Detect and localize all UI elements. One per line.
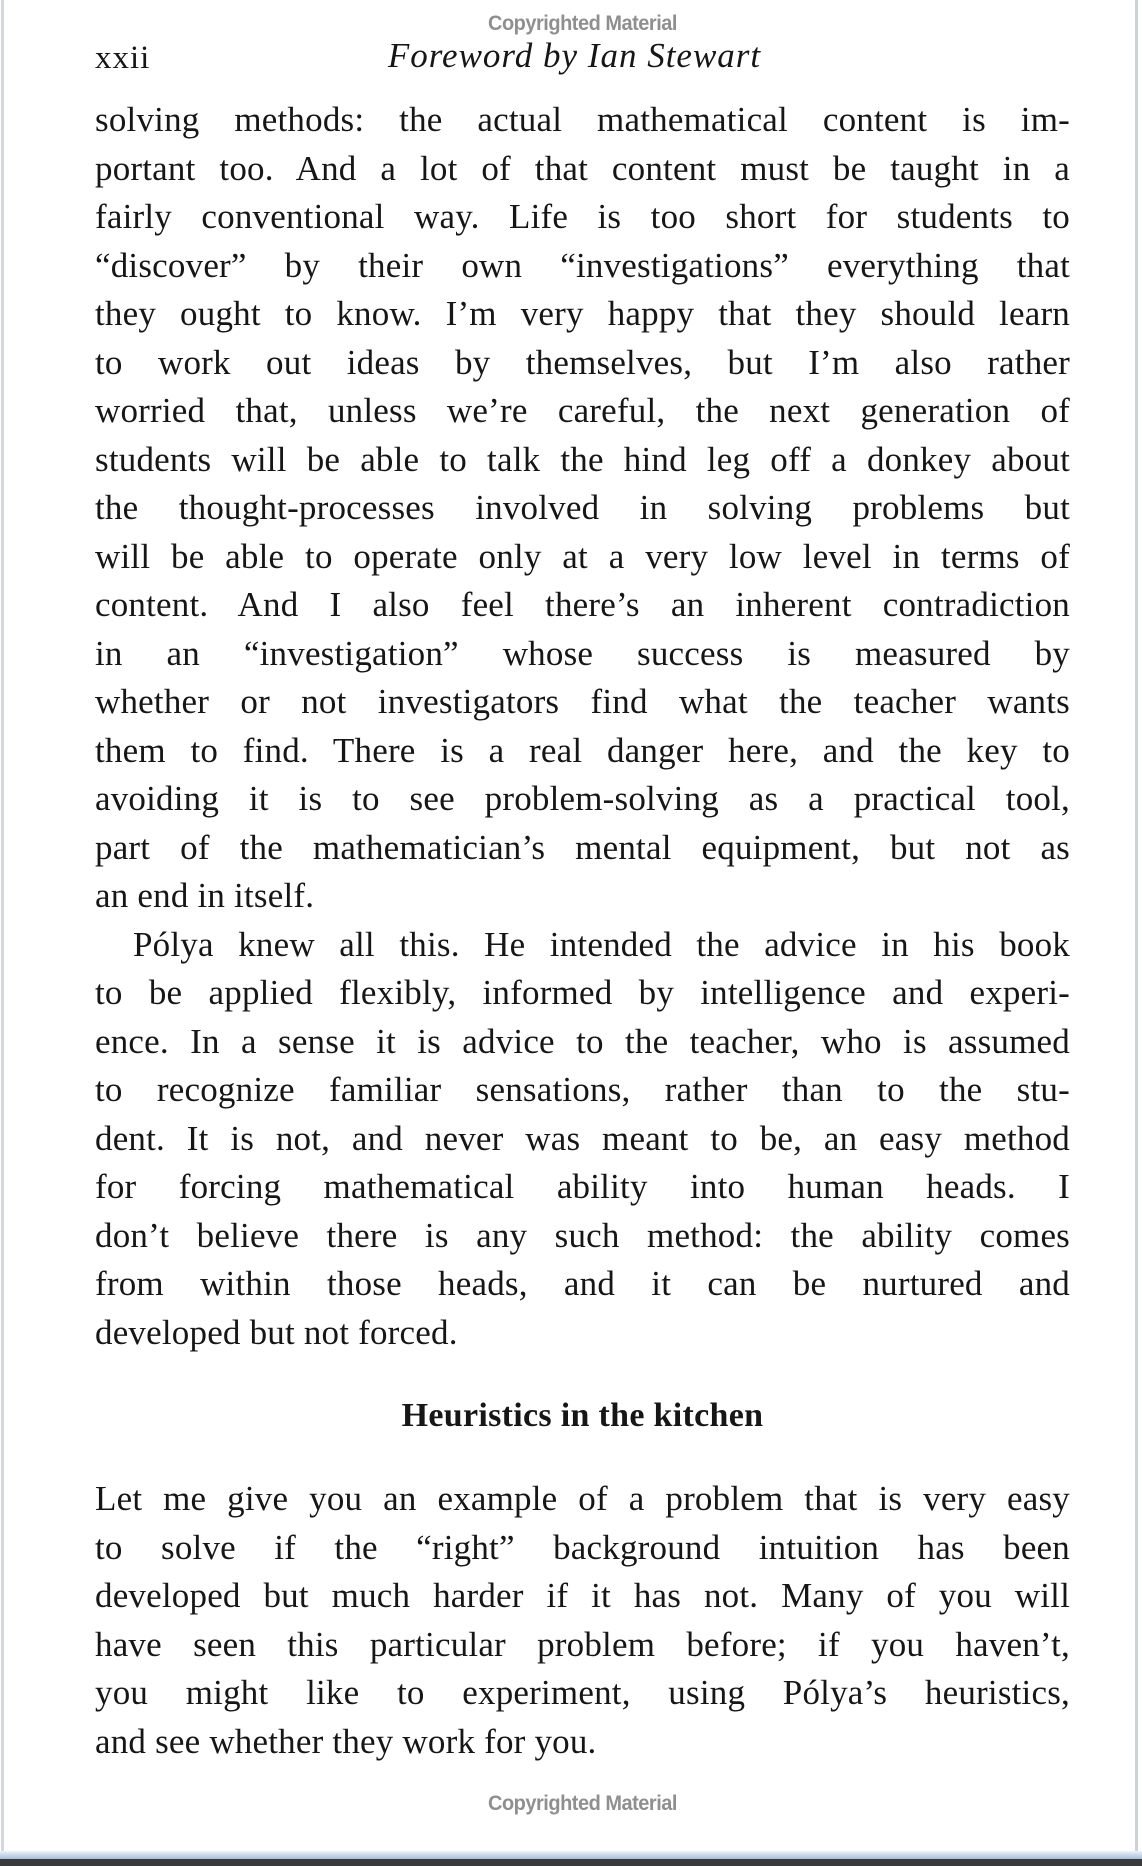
viewer-bottom-dark-bar [0, 1859, 1142, 1866]
text-line: Let me give you an example of a problem that is very easy [95, 1479, 1070, 1518]
text-line: Pólya knew all this. He intended the advice in his book [133, 924, 1070, 964]
text-line: “discover” by their own “investigations” everything that [95, 245, 1070, 285]
text-line: solving methods: the actual mathematical content is im- [95, 100, 1070, 139]
text-line: for forcing mathematical ability into human heads. I [95, 1167, 1070, 1206]
text-line: whether or not investigators find what the teacher wants [95, 682, 1070, 721]
text-line: will be able to operate only at a very low level in terms of [95, 536, 1070, 576]
text-line: fairly conventional way. Life is too short for students to [95, 197, 1070, 236]
text-line: to solve if the “right” background intuition has been [95, 1527, 1070, 1567]
page-number: xxii [95, 40, 151, 76]
page-header [95, 36, 1070, 80]
running-header-title: Foreword by Ian Stewart [387, 36, 762, 75]
text-line: have seen this particular problem before; if you haven’t, [95, 1624, 1070, 1664]
text-line: ence. In a sense it is advice to the teacher, who is assumed [95, 1021, 1070, 1061]
text-line: developed but not forced. [95, 1312, 458, 1352]
text-line: they ought to know. I’m very happy that they should learn [95, 294, 1070, 333]
copyright-watermark-top: Copyrighted Material [488, 12, 677, 35]
section-heading: Heuristics in the kitchen [401, 1397, 764, 1434]
text-line: developed but much harder if it has not. Many of you will [95, 1576, 1070, 1615]
copyright-watermark-bottom: Copyrighted Material [488, 1792, 677, 1815]
text-line: to work out ideas by themselves, but I’m also rather [95, 342, 1070, 382]
page-edge-left [1, 0, 4, 1866]
text-line: dent. It is not, and never was meant to be, an easy method [95, 1118, 1070, 1158]
page-body-text [95, 96, 1070, 1766]
text-line: in an “investigation” whose success is measured by [95, 633, 1070, 673]
paragraph-2 [95, 921, 1070, 1358]
page-edge-right [1135, 0, 1138, 1866]
text-line: avoiding it is to see problem-solving as a practical tool, [95, 779, 1070, 818]
text-line: you might like to experiment, using Pólya’s heuristics, [95, 1673, 1070, 1712]
text-line: don’t believe there is any such method: the ability comes [95, 1215, 1070, 1255]
paragraph-3 [95, 1475, 1070, 1766]
text-line: them to find. There is a real danger here, and the key to [95, 730, 1070, 770]
text-line: part of the mathematician’s mental equipment, but not as [95, 827, 1070, 867]
text-line: worried that, unless we’re careful, the next generation of [95, 391, 1070, 430]
text-line: content. And I also feel there’s an inherent contradiction [95, 585, 1070, 624]
text-line: portant too. And a lot of that content must be taught in a [95, 148, 1070, 188]
text-line: an end in itself. [95, 876, 315, 915]
text-line: from within those heads, and it can be nurtured and [95, 1264, 1070, 1303]
text-line: the thought-processes involved in solving problems but [95, 488, 1070, 527]
text-line: students will be able to talk the hind leg off a donkey about [95, 439, 1070, 479]
text-line: and see whether they work for you. [95, 1721, 597, 1761]
viewer-bottom-blue-strip [0, 1851, 1142, 1859]
text-line: to recognize familiar sensations, rather than to the stu- [95, 1070, 1070, 1109]
text-line: to be applied flexibly, informed by intelligence and experi- [95, 973, 1070, 1012]
paragraph-1 [95, 96, 1070, 921]
